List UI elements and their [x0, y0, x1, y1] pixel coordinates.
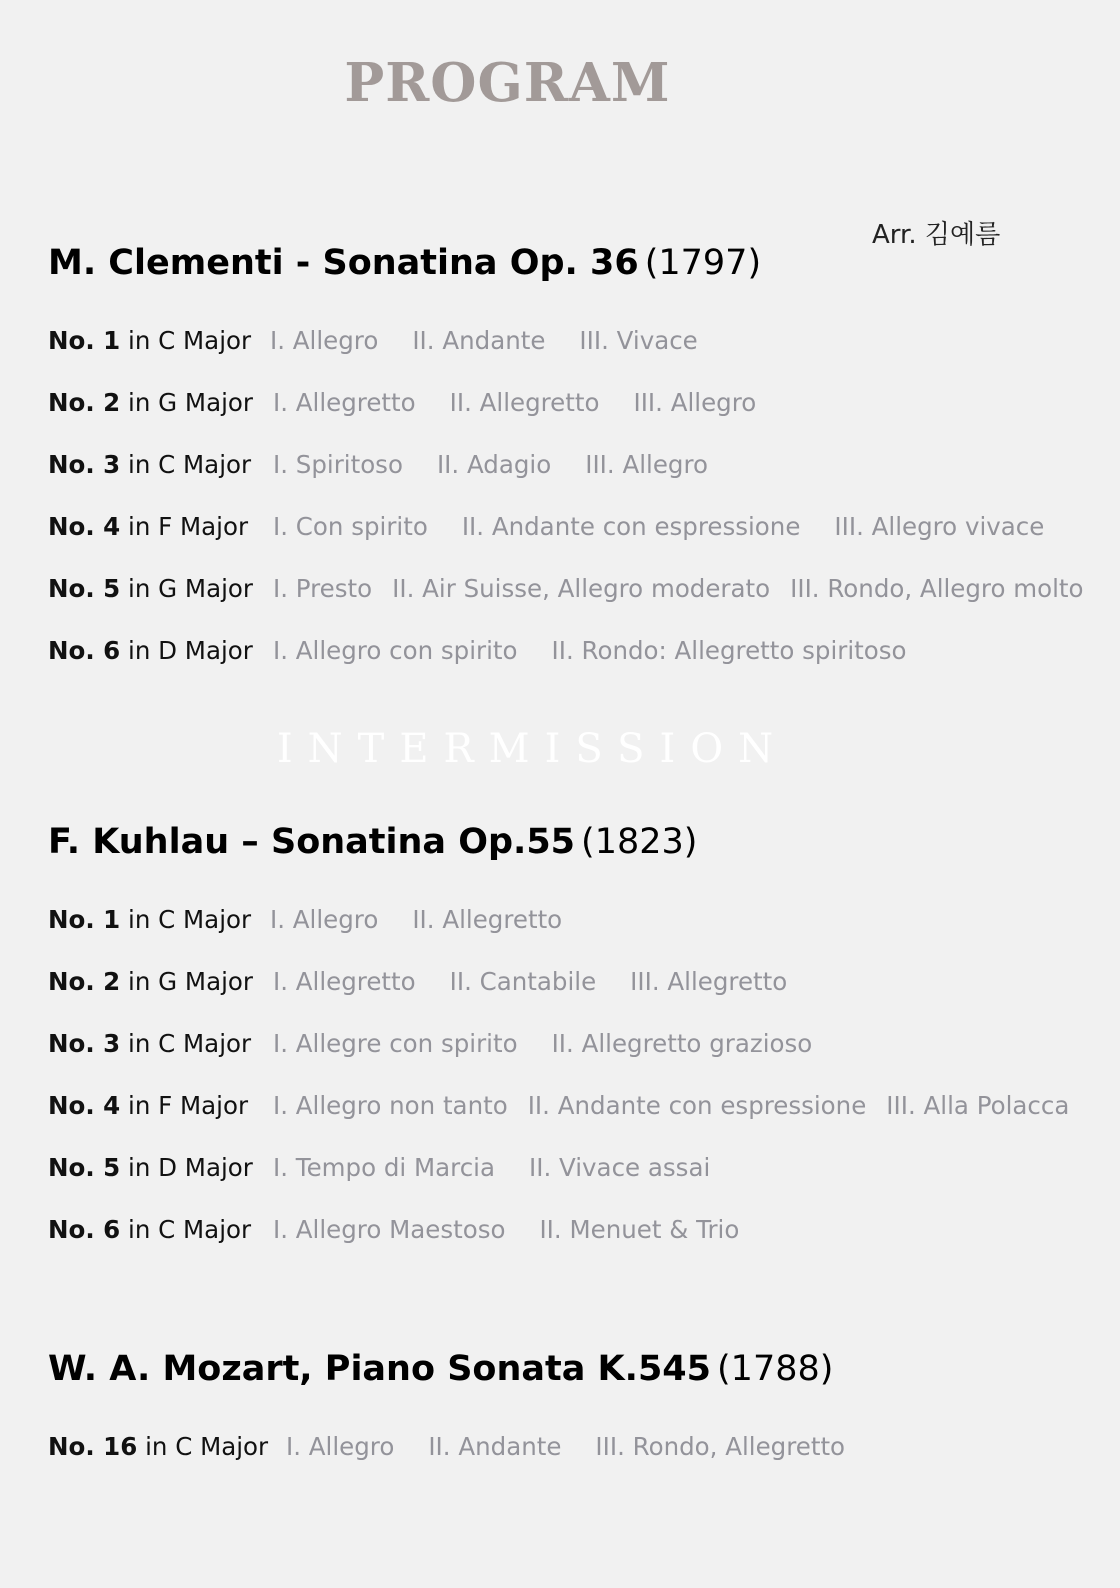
movement: II. Andante	[428, 1432, 562, 1461]
piece-key: in G Major	[128, 574, 253, 603]
piece-number: No. 5	[48, 1153, 121, 1182]
movement-list	[273, 1210, 739, 1250]
composition-year: (1788)	[717, 1349, 834, 1389]
movement-list	[273, 631, 907, 671]
movement: III. Allegro vivace	[834, 512, 1045, 541]
arranger-credit: Arr. 김예름	[872, 220, 1001, 250]
piece-key: in C Major	[128, 450, 252, 479]
movement: II. Allegretto grazioso	[551, 1029, 813, 1058]
movement: III. Alla Polacca	[886, 1091, 1070, 1120]
piece-row	[48, 1086, 1070, 1126]
movement-list	[273, 445, 708, 485]
movement-list	[273, 383, 756, 423]
composer-work-title: W. A. Mozart, Piano Sonata K.545	[48, 1349, 712, 1389]
piece-row	[48, 445, 761, 485]
movement: III. Rondo, Allegretto	[595, 1432, 846, 1461]
piece-number: No. 4	[48, 1091, 121, 1120]
program-section-kuhlau	[48, 822, 1070, 1272]
piece-label	[48, 383, 253, 423]
piece-label	[48, 1086, 248, 1126]
piece-row	[48, 569, 1084, 609]
movement: I. Allegretto	[273, 967, 416, 996]
movement: I. Allegro	[270, 326, 379, 355]
piece-list	[48, 1427, 846, 1467]
page-title: PROGRAM	[344, 52, 671, 114]
movement: I. Allegro	[286, 1432, 395, 1461]
movement: II. Menuet & Trio	[539, 1215, 740, 1244]
movement: III. Vivace	[579, 326, 698, 355]
piece-key: in C Major	[145, 1432, 269, 1461]
piece-label	[48, 507, 248, 547]
movement: III. Allegro	[633, 388, 757, 417]
piece-list	[48, 900, 1070, 1250]
section-heading	[48, 1349, 833, 1389]
piece-row	[48, 507, 1045, 547]
piece-number: No. 1	[48, 326, 121, 355]
piece-number: No. 1	[48, 905, 121, 934]
piece-list	[48, 321, 1084, 671]
piece-label	[48, 321, 251, 361]
piece-number: No. 5	[48, 574, 121, 603]
movement: II. Andante con espressione	[461, 512, 801, 541]
movement: II. Cantabile	[449, 967, 597, 996]
movement: I. Allegro Maestoso	[273, 1215, 506, 1244]
composer-work-title: M. Clementi - Sonatina Op. 36	[48, 243, 639, 283]
piece-label	[48, 962, 253, 1002]
piece-row	[48, 962, 788, 1002]
composer-work-title: F. Kuhlau – Sonatina Op.55	[48, 822, 576, 862]
piece-number: No. 3	[48, 1029, 121, 1058]
piece-key: in F Major	[128, 512, 249, 541]
movement-list	[273, 1148, 710, 1188]
piece-key: in D Major	[128, 1153, 253, 1182]
piece-label	[48, 631, 253, 671]
movement-list	[273, 1024, 812, 1064]
piece-number: No. 3	[48, 450, 121, 479]
movement: II. Rondo: Allegretto spiritoso	[551, 636, 907, 665]
program-section-clementi	[48, 243, 1084, 693]
piece-label	[48, 1024, 251, 1064]
piece-number: No. 16	[48, 1432, 138, 1461]
piece-row	[48, 631, 907, 671]
movement: III. Rondo, Allegro molto	[790, 574, 1084, 603]
piece-key: in C Major	[128, 1029, 252, 1058]
movement: I. Allegro non tanto	[273, 1091, 508, 1120]
movement-list	[270, 321, 698, 361]
section-heading	[48, 822, 697, 862]
section-heading	[48, 243, 761, 283]
piece-key: in C Major	[128, 1215, 252, 1244]
movement: III. Allegro	[585, 450, 709, 479]
piece-number: No. 6	[48, 1215, 121, 1244]
movement-list	[270, 900, 562, 940]
program-section-mozart	[48, 1349, 846, 1489]
movement: II. Andante con espressione	[527, 1091, 867, 1120]
movement: I. Spiritoso	[273, 450, 403, 479]
movement-list	[286, 1427, 845, 1467]
piece-row	[48, 1024, 813, 1064]
movement: I. Tempo di Marcia	[273, 1153, 495, 1182]
piece-number: No. 6	[48, 636, 121, 665]
movement: I. Allegre con spirito	[273, 1029, 518, 1058]
movement: I. Presto	[273, 574, 373, 603]
movement: II. Adagio	[436, 450, 552, 479]
piece-row	[48, 1148, 711, 1188]
piece-key: in C Major	[128, 326, 252, 355]
piece-label	[48, 569, 253, 609]
movement: I. Allegro	[270, 905, 379, 934]
composition-year: (1797)	[644, 243, 762, 283]
piece-label	[48, 900, 251, 940]
piece-label	[48, 445, 251, 485]
piece-key: in F Major	[128, 1091, 249, 1120]
piece-key: in D Major	[128, 636, 253, 665]
intermission-label: INTERMISSION	[276, 726, 789, 772]
movement: II. Allegretto	[412, 905, 563, 934]
piece-number: No. 2	[48, 388, 121, 417]
movement: II. Vivace assai	[529, 1153, 711, 1182]
piece-row	[48, 1427, 846, 1467]
piece-label	[48, 1148, 253, 1188]
piece-number: No. 2	[48, 967, 121, 996]
movement: I. Allegro con spirito	[273, 636, 518, 665]
movement-list	[273, 962, 787, 1002]
piece-key: in G Major	[128, 388, 253, 417]
movement: II. Allegretto	[449, 388, 600, 417]
piece-number: No. 4	[48, 512, 121, 541]
movement-list	[273, 1086, 1069, 1126]
movement-list	[273, 569, 1084, 609]
piece-key: in C Major	[128, 905, 252, 934]
piece-key: in G Major	[128, 967, 253, 996]
movement: III. Allegretto	[630, 967, 788, 996]
piece-row	[48, 1210, 740, 1250]
movement: II. Air Suisse, Allegro moderato	[392, 574, 771, 603]
piece-label	[48, 1210, 251, 1250]
movement: I. Allegretto	[273, 388, 416, 417]
piece-label	[48, 1427, 268, 1467]
movement: I. Con spirito	[273, 512, 428, 541]
movement-list	[273, 507, 1044, 547]
piece-row	[48, 321, 761, 361]
piece-row	[48, 383, 761, 423]
composition-year: (1823)	[581, 822, 698, 862]
piece-row	[48, 900, 697, 940]
movement: II. Andante	[412, 326, 546, 355]
